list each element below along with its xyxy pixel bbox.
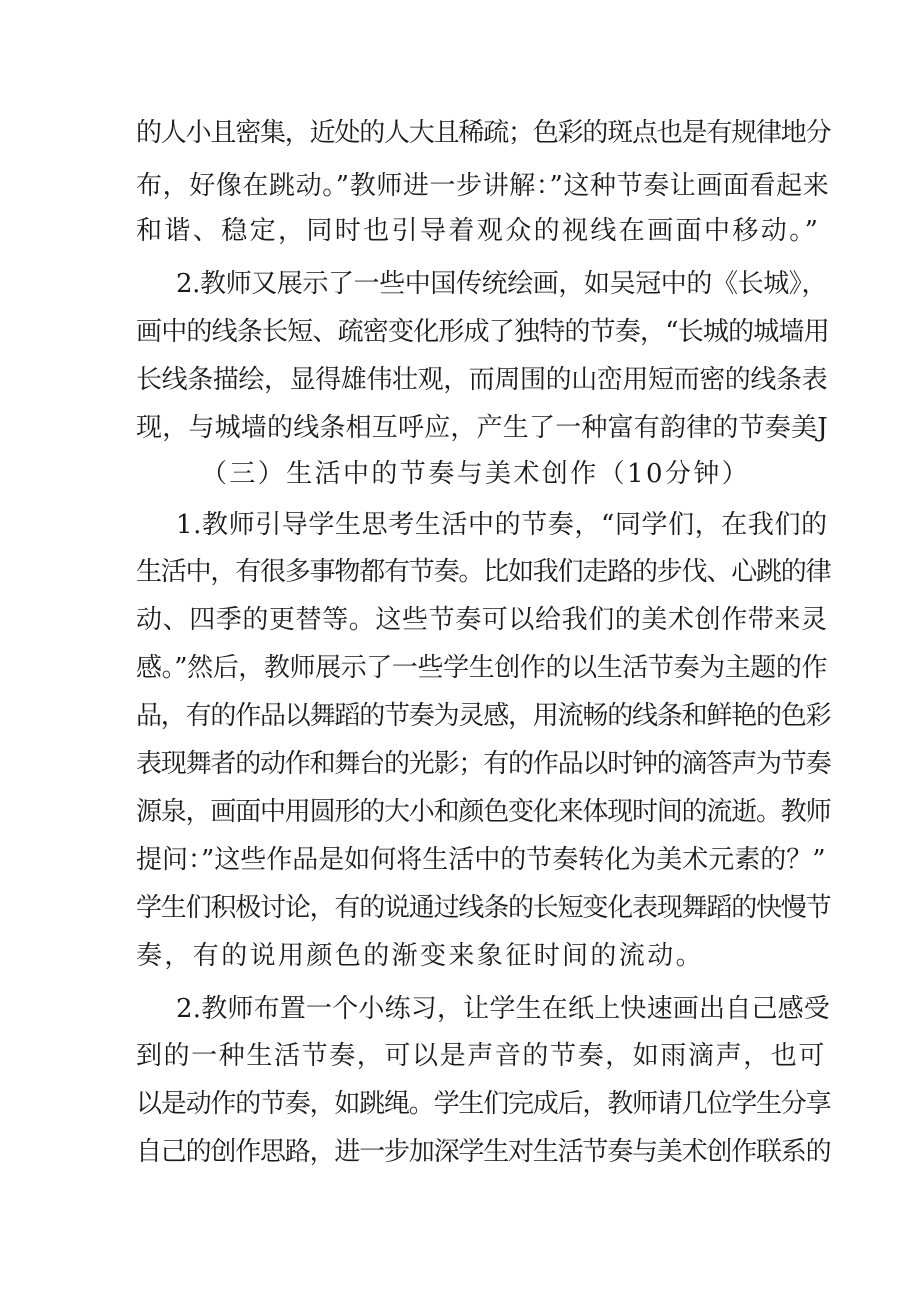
text-line: 提问：”这些作品是如何将生活中的节奏转化为美术元素的？” (136, 845, 826, 875)
text-line: 画中的线条长短、疏密变化形成了独特的节奏，“长城的城墙用 (136, 317, 829, 347)
text-line: 学生们积极讨论，有的说通过线条的长短变化表现舞蹈的快慢节 (136, 893, 831, 923)
text-line: 1.教师引导学生思考生活中的节奏，“同学们，在我们的 (176, 510, 828, 540)
text-line: 源泉，画面中用圆形的大小和颜色变化来体现时间的流逝。教师 (136, 797, 831, 827)
text-line: 布，好像在跳动。”教师进一步讲解：”这种节奏让画面看起来 (136, 171, 830, 201)
text-line: 生活中，有很多事物都有节奏。比如我们走路的步伐、心跳的律 (136, 557, 831, 587)
text-line: 的人小且密集，近处的人大且稀疏；色彩的斑点也是有规律地分 (136, 118, 831, 148)
text-line: 2.教师又展示了一些中国传统绘画，如吴冠中的《长城》， (176, 269, 828, 299)
text-line: 自己的创作思路，进一步加深学生对生活节奏与美术创作联系的 (136, 1137, 831, 1167)
text-line: 和谐、稳定，同时也引导着观众的视线在画面中移动。” (136, 216, 821, 246)
text-line: 奏，有的说用颜色的渐变来象征时间的流动。 (136, 941, 705, 971)
text-line: 感。”然后，教师展示了一些学生创作的以生活节奏为主题的作 (136, 653, 828, 683)
text-line: 动、四季的更替等。这些节奏可以给我们的美术创作带来灵 (136, 605, 828, 635)
section-heading: （三）生活中的节奏与美术创作（10分钟） (201, 459, 751, 489)
text-line: 现，与城墙的线条相互呼应，产生了一种富有韵律的节奏美J (136, 413, 828, 443)
text-line: 以是动作的节奏，如跳绳。学生们完成后，教师请几位学生分享 (136, 1089, 831, 1119)
text-line: 2.教师布置一个小练习，让学生在纸上快速画出自己感受 (176, 994, 831, 1024)
text-line: 表现舞者的动作和舞台的光影；有的作品以时钟的滴答声为节奏 (136, 749, 831, 779)
text-line: 长线条描绘，显得雄伟壮观，而周围的山峦用短而密的线条表 (136, 365, 828, 395)
text-line: 品，有的作品以舞蹈的节奏为灵感，用流畅的线条和鲜艳的色彩 (136, 701, 831, 731)
text-line: 到的一种生活节奏，可以是声音的节奏，如雨滴声，也可 (136, 1041, 827, 1071)
